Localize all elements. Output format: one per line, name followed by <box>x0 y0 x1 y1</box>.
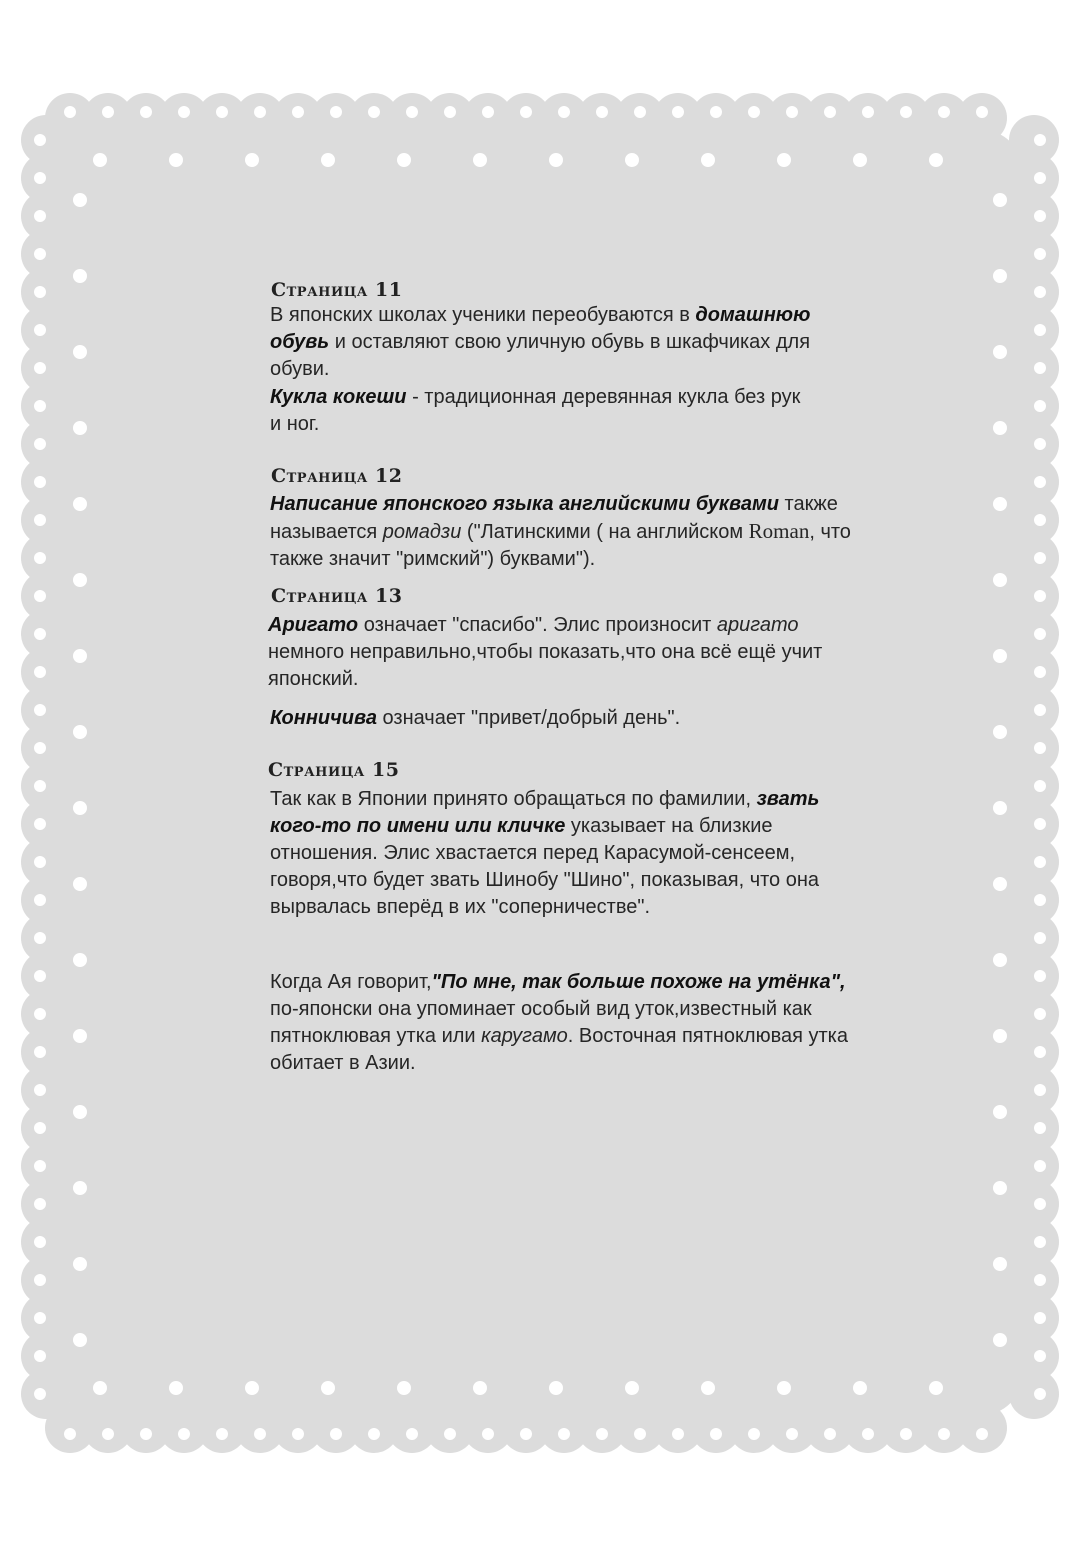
heading-page-11: Страница 11 <box>271 279 403 301</box>
note-romaji: Написание японского языка английскими буквами также называется ромадзи ("Латинскими ( на английском Roman, что также значит "римский") буквами"). <box>270 493 851 570</box>
note-names: Так как в Японии принято обращаться по фамилии, звать кого-то по имени или кличке указывает на близкие отношения. Элис хвастается перед Карасумой-сенсеем, говоря,что будет звать Шинобу "Шино", показывая, что она вырвалась вперёд в их "соперничестве". <box>270 788 820 918</box>
heading-page-12: Страница 12 <box>271 465 403 487</box>
note-indoor-shoes-full: В японских школах ученики переобуваются в домашнюю обувь и оставляют свою уличную обувь в шкафчиках для обуви. <box>270 304 811 380</box>
note-konnichiwa: Конничива означает "привет/добрый день". <box>270 707 681 729</box>
note-arigato: Аригато означает "спасибо". Элис произносит аригато немного неправильно,чтобы показать,что она всё ещё учит японский. <box>268 614 823 690</box>
heading-page-15: Страница 15 <box>268 759 400 781</box>
note-karugamo: Когда Ая говорит,"По мне, так больше похоже на утёнка", по-японски она упоминает особый вид уток,известный как пятноклювая утка или каругамо. Восточная пятноклювая утка обитает в Азии. <box>270 971 848 1074</box>
heading-page-13: Страница 13 <box>271 585 403 607</box>
note-kokeshi: Кукла кокеши - традиционная деревянная кукла без рук и ног. <box>270 386 801 435</box>
